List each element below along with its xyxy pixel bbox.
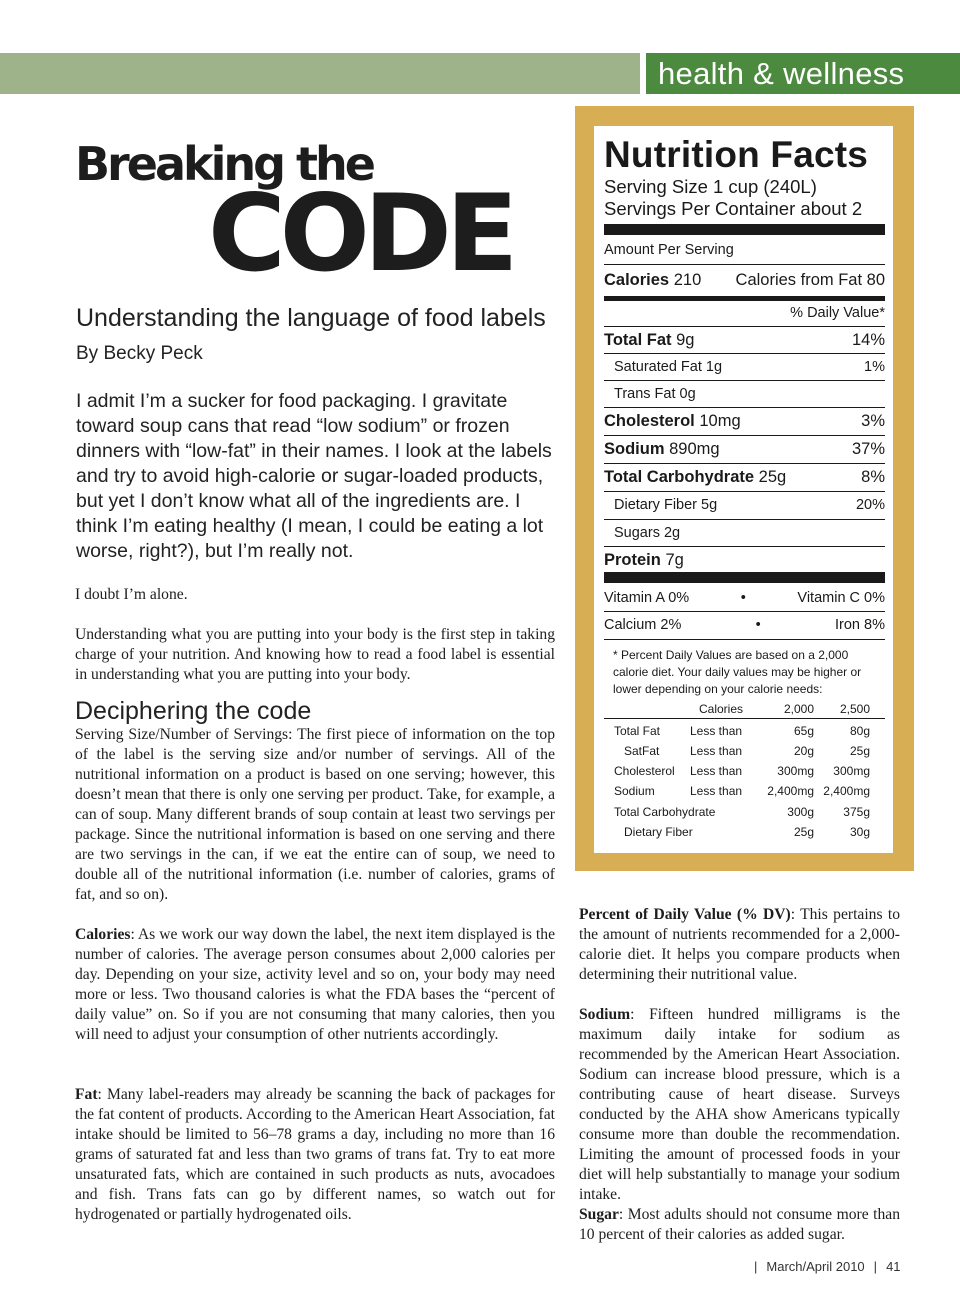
bullet: • — [755, 617, 761, 633]
term-sodium: Sodium — [579, 1006, 631, 1023]
nutrient-name: Cholesterol — [604, 411, 695, 430]
nutrient-dv: 1% — [864, 359, 885, 375]
daily-value-header — [604, 302, 885, 324]
nutrient-amount: 7g — [665, 550, 684, 569]
minerals-row — [604, 613, 885, 637]
page-number: 41 — [886, 1259, 901, 1274]
paragraph-serving-size: Serving Size/Number of Servings: The first piece of information on the top of the label is the serving size and/or number of servings. All of the nutritional information on a product is based on one serving; however, this doesn’t mean that there is only one serving per product. Take, for example, a can of soup. Many different brands of soup contain at least two servings per package. Since the nutritional information is based on one serving and there are two servings in the can, if we eat the entire can of soup, we need to double all of the nutritional information (i.e. number of calories, grams of fat, and so on). — [75, 726, 555, 903]
nutrient-amount: 9g — [676, 330, 695, 349]
calories-row — [604, 268, 885, 292]
thick-rule — [604, 572, 885, 583]
nutrient-name: Trans Fat — [614, 386, 676, 402]
rule — [604, 718, 885, 719]
grid-v2: 25g — [849, 744, 870, 758]
grid-v2: 300mg — [833, 764, 870, 778]
grid-name: SatFat — [624, 744, 660, 758]
paragraph-daily-value — [579, 905, 900, 985]
footer-separator-2: | — [873, 1259, 878, 1274]
byline: By Becky Peck — [76, 343, 203, 364]
nutrient-row-sugars — [604, 520, 885, 546]
paragraph-sugar — [579, 1205, 900, 1245]
nutrient-row-sodium — [604, 436, 885, 462]
calories-text: : As we work our way down the label, the next item displayed is the number of calories. The average person consumes about 2,000 calories per day. Depending on your size, activity level and so on, your body may need more or less. Two thousand calories is what the FDA bases the “percent of daily value” on. So if you are not consuming that many calories, then you will need to adjust your consumption of other nutrients accordingly. — [75, 926, 555, 1043]
grid-header-2000: 2,000 — [783, 702, 814, 716]
calories-cell — [604, 271, 701, 290]
section-label: health & wellness — [658, 56, 905, 91]
grid-header-2500: 2,500 — [839, 702, 870, 716]
grid-v1: 65g — [793, 724, 814, 738]
nutrient-name: Protein — [604, 550, 661, 569]
thick-rule — [604, 224, 885, 235]
nutrient-row-total-carbohydrate — [604, 464, 885, 490]
grid-name: Total Fat — [614, 724, 661, 738]
header-band-left — [0, 53, 640, 94]
amount-per-serving — [604, 240, 885, 260]
term-sugar: Sugar — [579, 1206, 619, 1223]
article-title-line1: Breaking the — [75, 137, 373, 191]
grid-cond: Less than — [690, 764, 743, 778]
sodium-text: : Fifteen hundred milligrams is the maximum daily intake for sodium as recommended by the American Heart Association. Sodium can increase blood pressure, which is a contributing cause of heart disease. Surveys conducted by the AHA show Americans typically consume more than double the recommendation. Limiting the amount of processed foods in your diet will help substantially to manage your sodium intake. — [579, 1006, 900, 1203]
calories-value: 210 — [673, 270, 702, 289]
nutrient-amount: 0g — [679, 386, 696, 402]
grid-v1: 300mg — [777, 764, 814, 778]
paragraph-alone: I doubt I’m alone. — [75, 586, 188, 603]
nutrient-amount: 25g — [758, 467, 787, 486]
servings-per-container: Servings Per Container about 2 — [604, 198, 863, 219]
nutrient-dv: 20% — [855, 497, 885, 513]
calories-from-fat: Calories from Fat 80 — [735, 270, 885, 289]
nutrient-amount: 890mg — [669, 439, 720, 458]
amount-per-serving-text: Amount Per Serving — [604, 242, 734, 258]
medium-rule — [604, 296, 885, 301]
footer-issue: March/April 2010 — [766, 1259, 865, 1274]
vitamin-c: Vitamin C 0% — [797, 590, 885, 606]
page-footer — [745, 1259, 901, 1274]
calcium: Calcium 2% — [604, 617, 682, 633]
vitamins-row — [604, 586, 885, 610]
nutrient-row-cholesterol — [604, 408, 885, 434]
article-subtitle: Understanding the language of food labels — [76, 304, 546, 332]
nutrient-name: Sodium — [604, 439, 665, 458]
nutrient-dv: 3% — [861, 411, 885, 430]
term-calories: Calories — [75, 926, 131, 943]
serving-size: Serving Size 1 cup (240L) — [604, 176, 817, 197]
nutrient-name: Total Fat — [604, 330, 672, 349]
grid-cond: Less than — [690, 784, 743, 798]
grid-name: Dietary Fiber — [624, 825, 693, 839]
daily-value-text: : This pertains to the amount of nutrients recommended for a 2,000-calorie diet. It helps you compare products when determining their nutritional value. — [579, 906, 900, 983]
rule — [604, 611, 885, 612]
grid-v1: 300g — [787, 805, 814, 819]
label-serving-info — [604, 176, 885, 220]
nutrient-dv: 37% — [851, 439, 885, 458]
nutrient-row-trans-fat — [604, 381, 885, 407]
grid-name: Sodium — [614, 784, 655, 798]
rule — [604, 639, 885, 640]
iron: Iron 8% — [835, 617, 885, 633]
grid-cond: Less than — [690, 724, 743, 738]
nutrient-name: Total Carbohydrate — [604, 467, 755, 486]
nutrition-facts-label — [594, 126, 893, 853]
nutrient-row-dietary-fiber — [604, 492, 885, 518]
grid-header-calories: Calories — [699, 702, 744, 716]
paragraph-calories — [75, 925, 555, 1045]
paragraph-sodium — [579, 1005, 900, 1205]
nutrient-name: Sugars — [614, 525, 660, 541]
nutrient-name: Saturated Fat — [614, 359, 702, 375]
footer-separator: | — [754, 1259, 758, 1274]
grid-v2: 80g — [849, 724, 870, 738]
paragraph-understanding: Understanding what you are putting into your body is the first step in taking charge of your nutrition. And knowing how to read a food label is essential in understanding what you are putting into your body. — [75, 626, 555, 683]
term-fat: Fat — [75, 1086, 98, 1103]
daily-value-header-text: % Daily Value* — [790, 305, 885, 321]
grid-v1: 20g — [793, 744, 814, 758]
grid-v1: 25g — [793, 825, 814, 839]
grid-v2: 375g — [843, 805, 870, 819]
grid-name: Cholesterol — [614, 764, 675, 778]
nutrient-amount: 1g — [705, 359, 723, 375]
grid-v1: 2,400mg — [767, 784, 814, 798]
label-title: Nutrition Facts — [604, 134, 869, 175]
fat-text: : Many label-readers may already be scanning the back of packages for the fat content of products. According to the American Heart Association, fat intake should be limited to 56–78 grams a day, including no more than 16 grams of saturated fat and less than two grams of trans fat. Try to eat more unsaturated fats, which are contained in such products as nuts, avocadoes and fish. Trans fats can go by different names, so watch out for hydrogenated or partially hydrogenated oils. — [75, 1086, 555, 1223]
nutrient-row-total-fat — [604, 327, 885, 353]
rule — [604, 264, 885, 265]
nutrient-row-protein — [604, 547, 885, 573]
vitamin-a: Vitamin A 0% — [604, 590, 690, 606]
nutrient-name: Dietary Fiber — [614, 497, 697, 513]
nutrient-dv: 14% — [851, 330, 885, 349]
section-heading: Deciphering the code — [75, 697, 312, 725]
grid-name: Total Carbohydrate — [614, 805, 716, 819]
lede-paragraph: I admit I’m a sucker for food packaging. I gravitate toward soup cans that read “low sodium” or frozen dinners with “low-fat” in their names. I look at the labels and try to avoid high-calorie or sugar-loaded products, but yet I don’t know what all of the ingredients are. I think I’m eating healthy (I mean, I could be eating a lot worse, right?), but I’m really not. — [76, 390, 552, 562]
nutrient-amount: 5g — [701, 497, 718, 513]
article-title-line2: CODE — [208, 172, 513, 295]
term-daily-value: Percent of Daily Value (% DV) — [579, 906, 791, 923]
bullet: • — [740, 590, 746, 606]
label-footnote: * Percent Daily Values are based on a 2,000 calorie diet. Your daily values may be higher or lower depending on your calorie needs: — [613, 648, 862, 696]
nutrient-amount: 10mg — [699, 411, 741, 430]
grid-v2: 2,400mg — [823, 784, 870, 798]
paragraph-fat — [75, 1085, 555, 1225]
grid-cond: Less than — [690, 744, 743, 758]
calories-label: Calories — [604, 270, 670, 289]
nutrient-dv: 8% — [861, 467, 885, 486]
nutrient-amount: 2g — [663, 525, 681, 541]
nutrient-row-saturated-fat — [604, 354, 885, 380]
grid-v2: 30g — [849, 825, 870, 839]
sugar-text: : Most adults should not consume more than 10 percent of their calories as added sugar. — [579, 1206, 900, 1243]
